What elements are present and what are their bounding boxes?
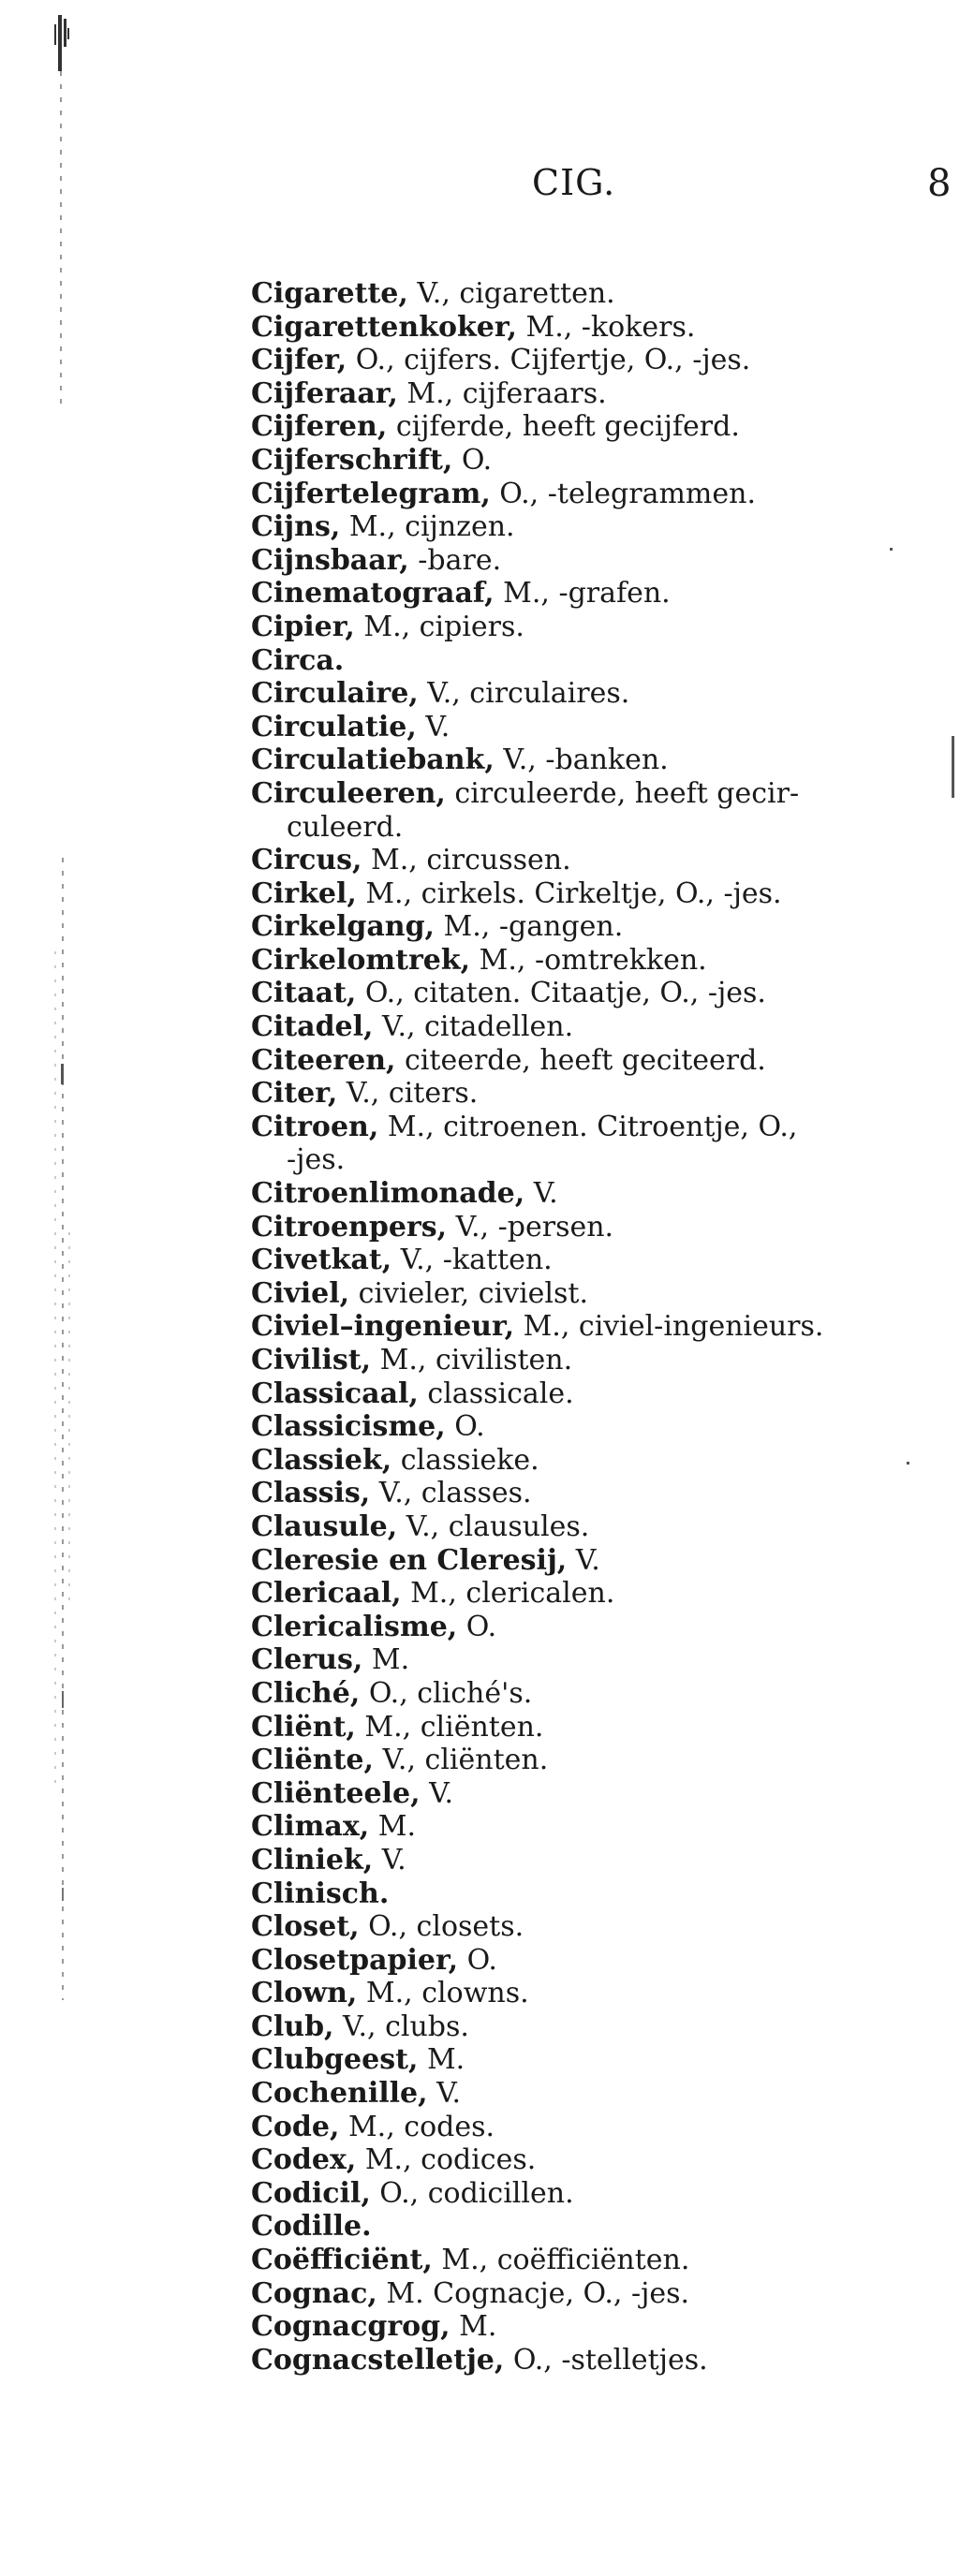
entry-headword: Codex, [251, 2143, 357, 2177]
entry-headword: Classis, [251, 1477, 371, 1510]
entry-definition: M., cliënten. [355, 1710, 544, 1744]
entry-definition: M., citroenen. Citroentje, O., [378, 1110, 798, 1143]
entry-list [251, 277, 960, 2377]
entry-headword: Citroenlimonade, [251, 1177, 525, 1211]
entry-definition: V. [524, 1177, 558, 1211]
entry-definition: culeerd. [287, 810, 404, 844]
entry [251, 877, 960, 911]
entry-headword: Citroenpers, [251, 1210, 448, 1244]
entry-continuation [251, 811, 960, 845]
entry [251, 777, 960, 811]
entry [251, 844, 960, 877]
entry-headword: Citaat, [251, 977, 357, 1010]
entry-continuation [251, 1143, 960, 1177]
entry [251, 2111, 960, 2144]
entry-definition: O., codicillen. [370, 2176, 574, 2210]
entry-definition: M., circussen. [362, 844, 571, 877]
entry-headword: Citeeren, [251, 1043, 396, 1077]
entry-definition: classieke. [391, 1443, 539, 1477]
entry [251, 1810, 960, 1844]
entry-definition: V., clausules. [397, 1509, 590, 1543]
entry-definition: O., cijfers. Cijfertje, O., -jes. [347, 344, 751, 377]
entry-headword: Cijfer, [251, 344, 347, 377]
entry-headword: Clericalisme, [251, 1610, 458, 1643]
entry-definition: M., coëfficiënten. [432, 2244, 690, 2277]
entry [251, 444, 960, 478]
entry [251, 644, 960, 678]
entry-headword: Cigarettenkoker, [251, 310, 517, 344]
entry-definition: O., citaten. Citaatje, O., -jes. [356, 977, 766, 1010]
entry [251, 544, 960, 578]
entry-headword: Cirkelomtrek, [251, 943, 471, 977]
entry-headword: Cinematograaf, [251, 577, 495, 611]
entry-headword: Cliënte, [251, 1744, 374, 1777]
entry-definition: M., cijferaars. [397, 376, 607, 410]
entry-definition: V. [420, 1776, 454, 1810]
entry [251, 1010, 960, 1044]
entry-definition: M., cirkels. Cirkeltje, O., -jes. [356, 876, 782, 910]
entry-headword: Civiel–ingenieur, [251, 1310, 515, 1344]
entry [251, 377, 960, 411]
entry [251, 1310, 960, 1344]
binding-edge-decoration [52, 15, 73, 2019]
entry-headword: Codille. [251, 2210, 372, 2244]
entry-definition: M., -gangen. [435, 910, 624, 944]
entry-definition: V., circulaires. [418, 677, 630, 711]
entry [251, 2143, 960, 2177]
entry-definition: O., cliché's. [360, 1676, 533, 1710]
entry-headword: Code, [251, 2110, 340, 2143]
entry [251, 311, 960, 345]
entry-definition: V. [567, 1543, 600, 1577]
entry [251, 2244, 960, 2277]
entry [251, 1711, 960, 1744]
entry-headword: Cliché, [251, 1676, 361, 1710]
entry-definition: V., clubs. [333, 2009, 469, 2043]
entry-definition: M. [362, 1643, 410, 1677]
entry [251, 1377, 960, 1411]
entry-definition: V., -banken. [494, 743, 669, 777]
entry-definition: V., -katten. [391, 1244, 553, 1277]
entry-headword: Classicaal, [251, 1376, 419, 1410]
entry-definition: V., -persen. [447, 1210, 614, 1244]
margin-mark [952, 736, 954, 798]
entry-headword: Circulatiebank, [251, 743, 495, 777]
entry [251, 743, 960, 777]
entry-headword: Cijferaar, [251, 376, 398, 410]
entry-definition: O. [445, 1410, 485, 1444]
entry-headword: Clausule, [251, 1509, 398, 1543]
entry [251, 344, 960, 377]
entry-headword: Cirkel, [251, 876, 357, 910]
entry-definition: O. [458, 1943, 497, 1977]
entry-definition: M., civilisten. [371, 1344, 573, 1376]
entry-definition: M., codes. [339, 2110, 495, 2143]
entry-headword: Closetpapier, [251, 1943, 459, 1977]
entry-headword: Clerus, [251, 1643, 363, 1677]
entry-definition: V., classes. [370, 1477, 532, 1510]
entry-headword: Cipier, [251, 610, 355, 643]
entry [251, 1177, 960, 1211]
entry-definition: V., citadellen. [373, 1010, 574, 1044]
entry [251, 2043, 960, 2077]
entry [251, 410, 960, 444]
entry-headword: Cijns, [251, 510, 341, 544]
entry [251, 1344, 960, 1377]
entry-definition: M., clowns. [357, 1977, 529, 2010]
entry [251, 1744, 960, 1777]
entry-definition: M., -grafen. [494, 577, 671, 611]
entry-definition: O., -stelletjes. [504, 2343, 708, 2377]
entry [251, 1111, 960, 1144]
entry [251, 1044, 960, 1078]
entry-headword: Cigarette, [251, 277, 408, 310]
entry-definition: V., cigaretten. [407, 277, 615, 310]
entry [251, 711, 960, 744]
entry-definition: circuleerde, heeft gecir- [445, 776, 800, 810]
entry [251, 1643, 960, 1677]
entry-headword: Clinisch. [251, 1877, 390, 1910]
entry [251, 944, 960, 978]
entry-definition: V. [373, 1843, 406, 1877]
page-number: 8 [927, 165, 952, 202]
entry [251, 1444, 960, 1478]
entry [251, 1677, 960, 1711]
entry [251, 2344, 960, 2377]
entry-headword: Citadel, [251, 1010, 374, 1044]
entry [251, 1777, 960, 1811]
entry [251, 1244, 960, 1277]
margin-mark [890, 548, 893, 551]
entry-definition: O. [452, 443, 493, 477]
entry [251, 277, 960, 311]
entry-headword: Cijnsbaar, [251, 543, 409, 577]
entry [251, 577, 960, 611]
entry-headword: Circulatie, [251, 710, 417, 743]
entry-definition: M. [450, 2310, 497, 2344]
entry [251, 1577, 960, 1611]
entry [251, 910, 960, 944]
entry [251, 611, 960, 644]
entry-definition: M., cipiers. [354, 610, 524, 643]
entry [251, 1277, 960, 1311]
entry-headword: Climax, [251, 1810, 370, 1844]
entry [251, 1544, 960, 1578]
entry [251, 1410, 960, 1444]
entry-headword: Clericaal, [251, 1577, 402, 1611]
entry [251, 1877, 960, 1911]
entry-definition: M. [369, 1810, 416, 1844]
entry-definition: cijferde, heeft gecijferd. [387, 410, 740, 444]
entry-headword: Civilist, [251, 1344, 372, 1376]
entry-headword: Coëfficiënt, [251, 2244, 433, 2277]
entry-definition: V. [416, 710, 450, 743]
entry-definition: O., -telegrammen. [490, 477, 756, 510]
entry-definition: -bare. [408, 543, 502, 577]
entry [251, 1944, 960, 1978]
entry-headword: Cijfertelegram, [251, 477, 491, 510]
entry [251, 1477, 960, 1510]
running-header-guide-word: CIG. [532, 162, 616, 203]
entry [251, 1510, 960, 1544]
entry-headword: Cliënteele, [251, 1776, 421, 1810]
entry [251, 2310, 960, 2344]
entry-definition: V., cliënten. [373, 1744, 549, 1777]
entry-headword: Clubgeest, [251, 2043, 419, 2077]
entry-headword: Cochenille, [251, 2077, 428, 2111]
entry [251, 510, 960, 544]
entry-headword: Circuleeren, [251, 776, 446, 810]
margin-mark [907, 1462, 909, 1465]
entry-headword: Circus, [251, 844, 362, 877]
entry-headword: Clown, [251, 1977, 358, 2010]
entry-definition: citeerde, heeft geciteerd. [395, 1043, 766, 1077]
entry [251, 2277, 960, 2311]
entry-headword: Circulaire, [251, 677, 419, 711]
entry [251, 977, 960, 1010]
entry-headword: Cliniek, [251, 1843, 374, 1877]
entry-definition: V., citers. [337, 1077, 479, 1111]
entry-headword: Codicil, [251, 2176, 371, 2210]
entry [251, 677, 960, 711]
entry-headword: Cognac, [251, 2276, 377, 2310]
entry-headword: Cirkelgang, [251, 910, 435, 944]
entry [251, 2210, 960, 2244]
entry-definition: O., closets. [359, 1910, 524, 1944]
entry [251, 2077, 960, 2111]
entry-headword: Cijferschrift, [251, 443, 453, 477]
entry-headword: Civetkat, [251, 1244, 392, 1277]
entry-definition: M., clericalen. [401, 1577, 615, 1611]
entry-definition: M. Cognacje, O., -jes. [377, 2276, 690, 2310]
entry-headword: Civiel, [251, 1276, 350, 1310]
entry-headword: Club, [251, 2009, 334, 2043]
entry-definition: civieler, civielst. [349, 1276, 589, 1310]
entry [251, 2177, 960, 2211]
entry-headword: Cleresie en Cleresij, [251, 1543, 568, 1577]
entry-definition: M. [418, 2043, 465, 2077]
entry-definition: M., cijnzen. [340, 510, 515, 544]
entry-headword: Classiek, [251, 1443, 392, 1477]
entry [251, 478, 960, 511]
entry [251, 1844, 960, 1877]
entry-definition: V. [427, 2077, 462, 2111]
entry-headword: Cognacgrog, [251, 2310, 450, 2344]
entry-definition: O. [457, 1610, 497, 1643]
entry [251, 1910, 960, 1944]
entry-definition: M., -omtrekken. [470, 943, 707, 977]
entry-headword: Circa. [251, 643, 345, 677]
entry-definition: M., civiel-ingenieurs. [514, 1310, 824, 1344]
entry-headword: Citroen, [251, 1110, 379, 1143]
entry-headword: Cognacstelletje, [251, 2343, 505, 2377]
entry [251, 2010, 960, 2044]
entry-definition: M., -kokers. [516, 310, 696, 344]
entry-definition: classicale. [418, 1376, 574, 1410]
entry [251, 1077, 960, 1111]
entry-definition: M., codices. [356, 2143, 537, 2177]
entry-headword: Cliënt, [251, 1710, 356, 1744]
entry [251, 1977, 960, 2010]
entry-headword: Citer, [251, 1077, 338, 1111]
entry-definition: -jes. [287, 1143, 346, 1177]
entry [251, 1211, 960, 1244]
entry-headword: Classicisme, [251, 1410, 446, 1444]
entry [251, 1611, 960, 1644]
entry-headword: Closet, [251, 1910, 360, 1944]
entry-headword: Cijferen, [251, 410, 388, 444]
